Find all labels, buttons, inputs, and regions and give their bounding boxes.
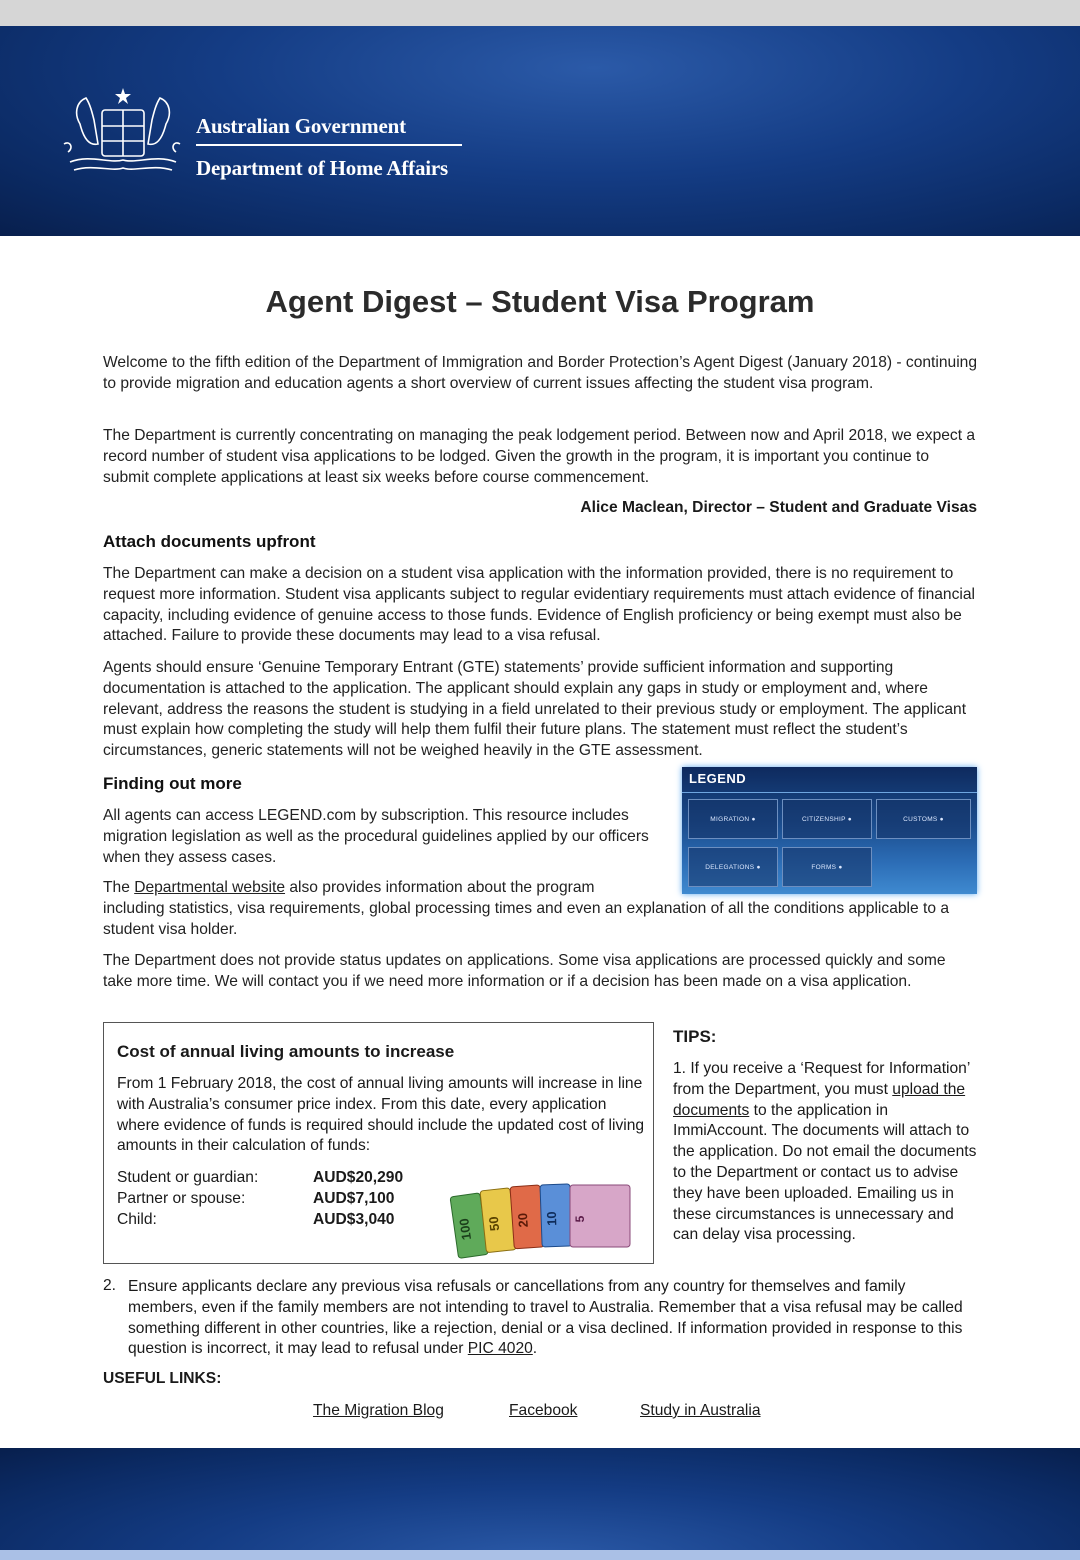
cost-value: AUD$20,290 [313,1169,404,1186]
note-10 [540,1184,572,1247]
tip-item-1 [673,1059,983,1246]
attach-paragraph-1: The Department can make a decision on a student visa application with the information provided, there is no requirement to request more information. Student visa applicants subject to regular evidentiary requirements must attach evidence of financial capacity, including evidence of genuine access to those funds. Evidence of English proficiency or being exempt must also be attached. Failure to provide these documents may lead to a visa refusal. [103,565,975,645]
banknotes-image [444,1179,636,1259]
note-20 [510,1185,544,1249]
intro-paragraph-1: Welcome to the fifth edition of the Department of Immigration and Border Protection’s Agent Digest (January 2018) - continuing to provide migration and education agents a short overview of current issues affecting the student visa program. [103,354,978,392]
header-banner [0,26,1080,236]
note-5 [570,1185,630,1247]
finding-paragraph-3: The Department does not provide status updates on applications. Some visa applications are processed quickly and some take more time. We will contact you if we need more information or if a decision has been made on a visa application. [103,952,946,990]
finding-paragraph-2-rest: including statistics, visa requirements, global processing times and even an explanation of all the conditions applicable to a student visa holder. [103,900,950,938]
tip-item-2-number: 2. [103,1277,117,1294]
finding-paragraph-1: All agents can access LEGEND.com by subscription. This resource includes migration legislation as well as the procedural guidelines applied by our officers when they assess cases. [103,807,649,866]
legend-banner-image [682,767,977,894]
pic-4020-link[interactable]: PIC 4020 [467,1340,533,1358]
intro-paragraph-2: The Department is currently concentrating on managing the peak lodgement period. Between now and April 2018, we expect a record number of student visa applications to be lodged. Given the growth in the program, it is important you continue to submit complete applications at least six weeks before course commencement. [103,427,976,486]
study-in-australia-link[interactable]: Study in Australia [640,1402,761,1419]
legend-tile-forms: FORMS ● [782,847,872,887]
finding-paragraph-2-line1-rest: also provides information about the program [285,879,595,896]
migration-blog-link[interactable]: The Migration Blog [313,1402,444,1419]
tip-item-2 [128,1277,978,1360]
top-strip [0,0,1080,26]
facebook-link[interactable]: Facebook [509,1402,578,1419]
page-title: Agent Digest – Student Visa Program [265,284,815,319]
upload-documents-link[interactable]: upload the documents [673,1080,966,1119]
coat-of-arms-icon [60,84,186,184]
department-name: Department of Home Affairs [196,156,448,180]
footer-strip [0,1550,1080,1560]
cost-value: AUD$7,100 [313,1190,395,1207]
tip-item-1-text: 1. If you receive a ‘Request for Information’ from the Department, you must [673,1060,970,1098]
legend-tile-delegations: DELEGATIONS ● [688,847,778,887]
signature: Alice Maclean, Director – Student and Graduate Visas [580,499,977,516]
legend-tile-customs: CUSTOMS ● [876,799,971,839]
cost-box-text: From 1 February 2018, the cost of annual living amounts will increase in line with Australia’s consumer price index. From this date, every application where evidence of funds is required should include the updated cost of living amounts in their calculation of funds: [117,1075,645,1155]
attach-heading: Attach documents upfront [103,532,316,551]
svg-text:20: 20 [514,1212,531,1228]
svg-text:100: 100 [456,1217,475,1241]
cost-label: Child: [117,1211,157,1228]
attach-paragraph-2: Agents should ensure ‘Genuine Temporary Entrant (GTE) statements’ provide sufficient information and supporting documentation is attached to the application. The applicant should explain any gaps in study or employment and, where relevant, address the reasons the student is studying in a field unrelated to their previous study or employment. The applicant must explain how completing the study will help them fulfil their future plans. The statement must reflect the student’s circumstances, generic statements will not be weighed heavily in the GTE assessment. [103,659,967,760]
legend-divider [682,792,977,793]
svg-text:50: 50 [485,1215,503,1232]
finding-paragraph-2-line1 [103,878,663,899]
cost-box-title: Cost of annual living amounts to increase [117,1042,455,1061]
header-divider [196,144,462,146]
legend-tile-citizenship: CITIZENSHIP ● [782,799,872,839]
government-name: Australian Government [196,114,406,138]
tip-item-2-text: Ensure applicants declare any previous visa refusals or cancellations from any country for themselves and family members, even if the family members are not intending to travel to Australia. Remember that a visa refusal may be called something different in other countries, like a rejection, denial or a visa declined. If information provided in response to this question is incorrect, it may lead to refusal under [128,1278,963,1358]
cost-label: Student or guardian: [117,1169,259,1186]
cost-label: Partner or spouse: [117,1190,246,1207]
tips-heading: TIPS: [673,1027,717,1046]
finding-paragraph-2-prefix: The [103,879,135,896]
finding-heading: Finding out more [103,774,242,793]
svg-text:10: 10 [543,1211,560,1227]
legend-tile-migration: MIGRATION ● [688,799,778,839]
cost-of-living-box [103,1022,654,1264]
tip-item-2-period: . [532,1340,538,1358]
legend-logo: LEGEND [689,771,747,786]
departmental-website-link[interactable]: Departmental website [134,879,286,896]
svg-text:5: 5 [573,1215,587,1223]
cost-value: AUD$3,040 [313,1211,395,1228]
footer-banner [0,1448,1080,1560]
useful-links-heading: USEFUL LINKS: [103,1370,222,1387]
tip-item-1-text-end: to the application in ImmiAccount. The documents will attach to the application. Do not email the documents to the Department or contact us to advise they have been uploaded. Emailing us in these circumstances is unnecessary and can delay visa processing. [673,1101,977,1244]
